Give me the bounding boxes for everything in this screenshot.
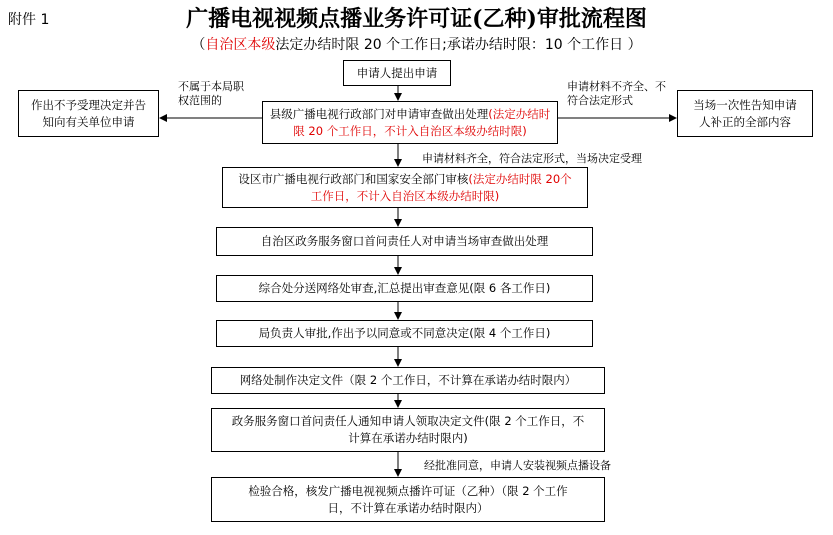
node-make-decision	[211, 367, 605, 394]
node-county-review-text	[267, 106, 553, 140]
label-complete: 申请材料齐全，符合法定形式，当场决定受理	[422, 152, 642, 165]
node-window-review-text: 自治区政务服务窗口首问责任人对申请当场审查做出处理	[260, 234, 549, 248]
node-reject	[18, 90, 159, 137]
node-reject-text: 作出不予受理决定并告知向有关单位申请	[31, 97, 146, 129]
node-county-review-black: 县级广播电视行政部门对申请审查做出处理	[269, 106, 489, 121]
node-county-review-red: (法定办结时限 20 个工作日，不计入自治区本级办结时限)	[293, 106, 551, 138]
node-apply-text: 申请人提出申请	[356, 65, 438, 80]
page-title: 广播电视视频点播业务许可证(乙种)审批流程图	[186, 6, 647, 32]
node-city-review-black: 设区市广播电视行政部门和国家安全部门审核	[238, 171, 469, 186]
label-approved-install: 经批准同意，申请人安装视频点播设备	[424, 459, 611, 472]
node-leader-approve-text: 局负责人审批,作出予以同意或不同意决定(限 4 个工作日)	[258, 326, 551, 340]
annex-label: 附件 1	[8, 12, 50, 28]
node-notify-fix	[677, 90, 813, 137]
node-dept-review	[216, 275, 593, 302]
subtitle-open-paren: （	[191, 37, 206, 53]
node-apply	[343, 60, 451, 86]
subtitle-red-part: 自治区本级	[205, 37, 276, 53]
node-notify-fix-text: 当场一次性告知申请人补正的全部内容	[693, 97, 797, 129]
node-notify-collect	[211, 408, 605, 452]
node-notify-collect-text: 政务服务窗口首问责任人通知申请人领取决定文件(限 2 个工作日，不计算在承诺办结时限内)	[231, 414, 585, 445]
node-county-review	[262, 101, 558, 144]
node-city-review-red: (法定办结时限 20个工作日，不计入自治区本级办结时限)	[310, 171, 572, 203]
node-issue-license-text: 检验合格，核发广播电视视频点播许可证（乙种）（限 2 个工作日，不计算在承诺办结时限内）	[248, 483, 568, 515]
subtitle-rest: 法定办结时限 20 个工作日;承诺办结时限：10 个工作日 ）	[275, 37, 642, 53]
node-city-review-text	[237, 171, 573, 205]
node-window-review	[216, 227, 593, 256]
node-dept-review-text: 综合处分送网络处审查,汇总提出审查意见(限 6 各工作日)	[258, 281, 551, 295]
node-city-review	[222, 167, 588, 208]
node-leader-approve	[216, 320, 593, 347]
label-incomplete: 申请材料不齐全、不符合法定形式	[567, 80, 666, 107]
node-issue-license	[211, 477, 605, 522]
node-make-decision-text: 网络处制作决定文件（限 2 个工作日，不计算在承诺办结时限内）	[239, 373, 577, 387]
label-out-of-scope: 不属于本局职权范围的	[178, 80, 244, 107]
